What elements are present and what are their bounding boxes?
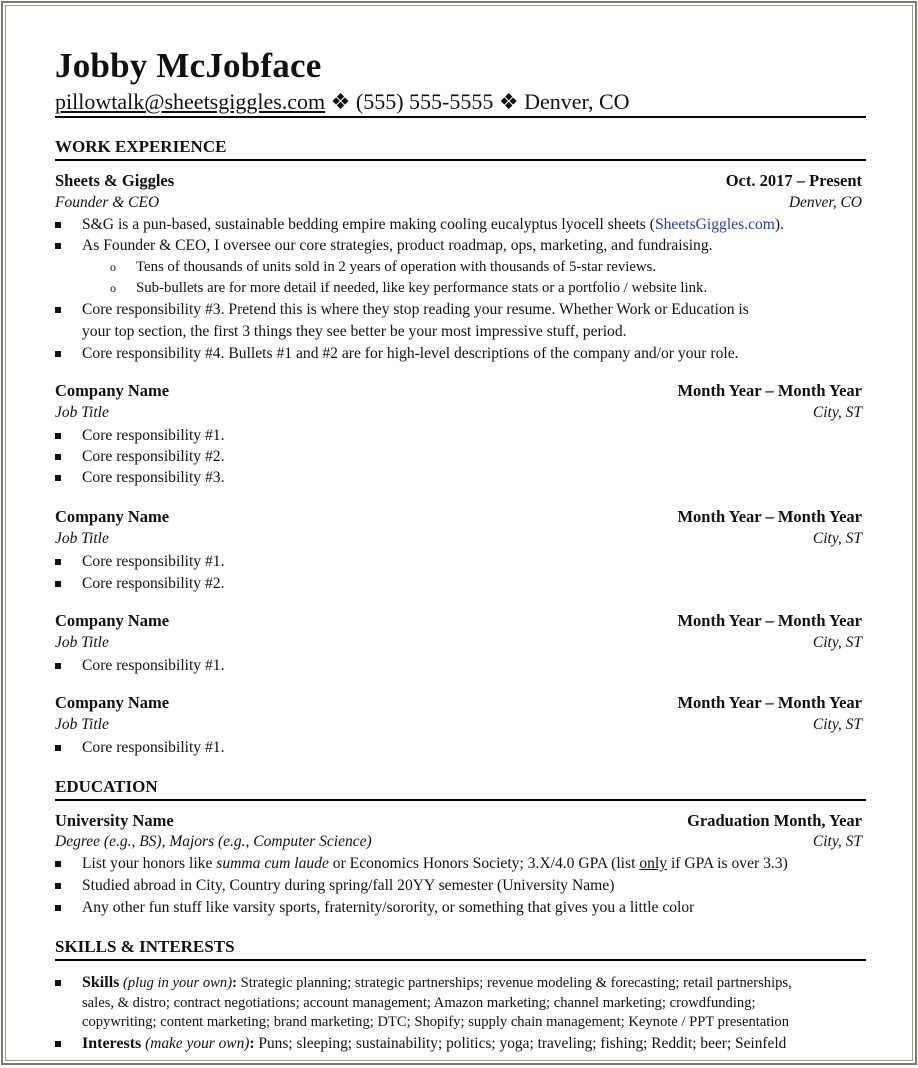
section-divider xyxy=(55,959,866,961)
bullet-circle-icon: o xyxy=(110,281,116,295)
section-heading-work: WORK EXPERIENCE xyxy=(55,137,227,156)
job-dates: Month Year – Month Year xyxy=(677,693,862,712)
job-subheader xyxy=(55,632,862,654)
company-name: Company Name xyxy=(55,507,170,526)
job-header xyxy=(55,170,862,192)
section-heading-skills: SKILLS & INTERESTS xyxy=(55,937,235,956)
job-header xyxy=(55,380,862,402)
bullet-square-icon xyxy=(55,222,61,228)
bullet-square-icon xyxy=(55,433,61,439)
company-name: Company Name xyxy=(55,381,170,400)
section-divider xyxy=(55,799,866,801)
job-location: Denver, CO xyxy=(788,194,862,211)
section-divider xyxy=(55,159,866,161)
bullet-square-icon xyxy=(55,454,61,460)
job-location: City, ST xyxy=(812,716,862,733)
bullet-square-icon xyxy=(55,861,61,867)
company-name: Company Name xyxy=(55,693,170,712)
job-location: City, ST xyxy=(812,634,862,651)
bullet-circle-icon: o xyxy=(110,260,116,274)
job-title: Job Title xyxy=(55,530,109,547)
job-title: Job Title xyxy=(55,404,109,421)
bullet-square-icon xyxy=(55,1041,61,1047)
job-dates: Oct. 2017 – Present xyxy=(725,171,862,190)
job-subheader xyxy=(55,402,862,424)
bullet-square-icon xyxy=(55,351,61,357)
contact-line xyxy=(55,89,630,115)
section-heading-education: EDUCATION xyxy=(55,777,158,796)
bullet-square-icon xyxy=(55,559,61,565)
university-name: University Name xyxy=(55,811,174,830)
separator-icon: ❖ xyxy=(498,89,519,114)
bullet-square-icon xyxy=(55,307,61,313)
job-dates: Month Year – Month Year xyxy=(677,611,862,630)
candidate-name: Jobby McJobface xyxy=(55,46,322,85)
company-name: Company Name xyxy=(55,611,170,630)
location: Denver, CO xyxy=(524,89,630,114)
degree: Degree (e.g., BS), Majors (e.g., Computer Science) xyxy=(55,833,372,850)
job-subheader xyxy=(55,528,862,550)
job-subheader xyxy=(55,714,862,736)
education-subheader xyxy=(55,831,862,853)
job-location: City, ST xyxy=(812,530,862,547)
education-header xyxy=(55,810,862,832)
header-divider xyxy=(55,116,866,118)
company-name: Sheets & Giggles xyxy=(55,171,175,190)
bullet-square-icon xyxy=(55,243,61,249)
phone: (555) 555-5555 xyxy=(355,89,494,114)
bullet-square-icon xyxy=(55,475,61,481)
job-dates: Month Year – Month Year xyxy=(677,507,862,526)
job-title: Job Title xyxy=(55,634,109,651)
education-location: City, ST xyxy=(812,833,862,850)
bullet-square-icon xyxy=(55,980,61,986)
job-dates: Month Year – Month Year xyxy=(677,381,862,400)
job-title: Founder & CEO xyxy=(55,194,160,211)
job-location: City, ST xyxy=(812,404,862,421)
bullet-square-icon xyxy=(55,905,61,911)
bullet-square-icon xyxy=(55,581,61,587)
job-title: Job Title xyxy=(55,716,109,733)
job-header xyxy=(55,692,862,714)
website-link[interactable]: SheetsGiggles.com xyxy=(654,216,775,233)
bullet-square-icon xyxy=(55,745,61,751)
bullet-square-icon xyxy=(55,883,61,889)
job-header xyxy=(55,610,862,632)
graduation-date: Graduation Month, Year xyxy=(687,811,862,830)
email-link[interactable]: pillowtalk@sheetsgiggles.com xyxy=(55,89,326,114)
job-subheader xyxy=(55,192,862,214)
separator-icon: ❖ xyxy=(330,89,351,114)
job-header xyxy=(55,506,862,528)
bullet-square-icon xyxy=(55,663,61,669)
